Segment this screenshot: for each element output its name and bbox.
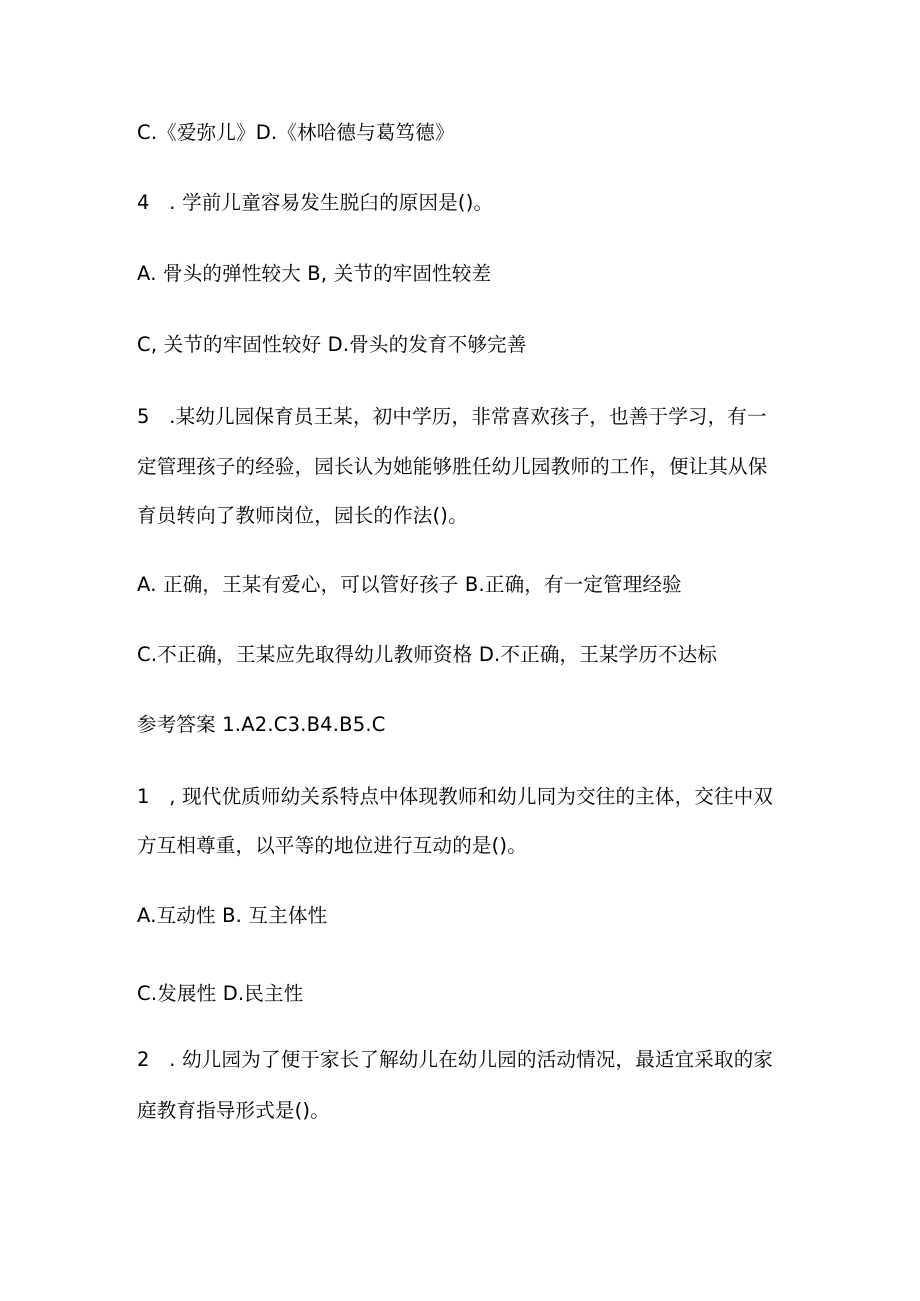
- question-4-options-ab: A. 骨头的弹性较大 B, 关节的牢固性较差: [137, 262, 492, 285]
- question-5-stem-line-3: 育员转向了教师岗位，园长的作法()。: [137, 504, 468, 527]
- answer-key: 参考答案 1.A2.C3.B4.B5.C: [137, 713, 386, 736]
- question-5-stem-line-1: 5 .某幼儿园保育员王某，初中学历，非常喜欢孩子，也善于学习，有一: [137, 405, 767, 428]
- question-4-stem: 4 . 学前儿童容易发生脱臼的原因是()。: [137, 191, 494, 214]
- new-question-2-stem-line-2: 庭教育指导形式是()。: [137, 1099, 330, 1122]
- new-question-1-options-cd: C.发展性 D.民主性: [137, 982, 304, 1005]
- question-5-options-cd: C.不正确，王某应先取得幼儿教师资格 D.不正确，王某学历不达标: [137, 643, 718, 666]
- new-question-1-options-ab: A.互动性 B. 互主体性: [137, 904, 328, 927]
- new-question-1-stem-line-1: 1 , 现代优质师幼关系特点中体现教师和幼儿同为交往的主体，交往中双: [137, 785, 774, 808]
- question-5-stem-line-2: 定管理孩子的经验，园长认为她能够胜任幼儿园教师的工作，便让其从保: [137, 455, 768, 478]
- question-5-options-ab: A. 正确，王某有爱心，可以管好孩子 B.正确，有一定管理经验: [137, 573, 682, 596]
- new-question-1-stem-line-2: 方互相尊重，以平等的地位进行互动的是()。: [137, 834, 527, 857]
- question-4-options-cd: C, 关节的牢固性较好 D.骨头的发育不够完善: [137, 333, 527, 356]
- prev-question-options-cd: C.《爱弥儿》D.《林哈德与葛笃德》: [137, 121, 455, 144]
- new-question-2-stem-line-1: 2 . 幼儿园为了便于家长了解幼儿在幼儿园的活动情况，最适宜采取的家: [137, 1048, 774, 1071]
